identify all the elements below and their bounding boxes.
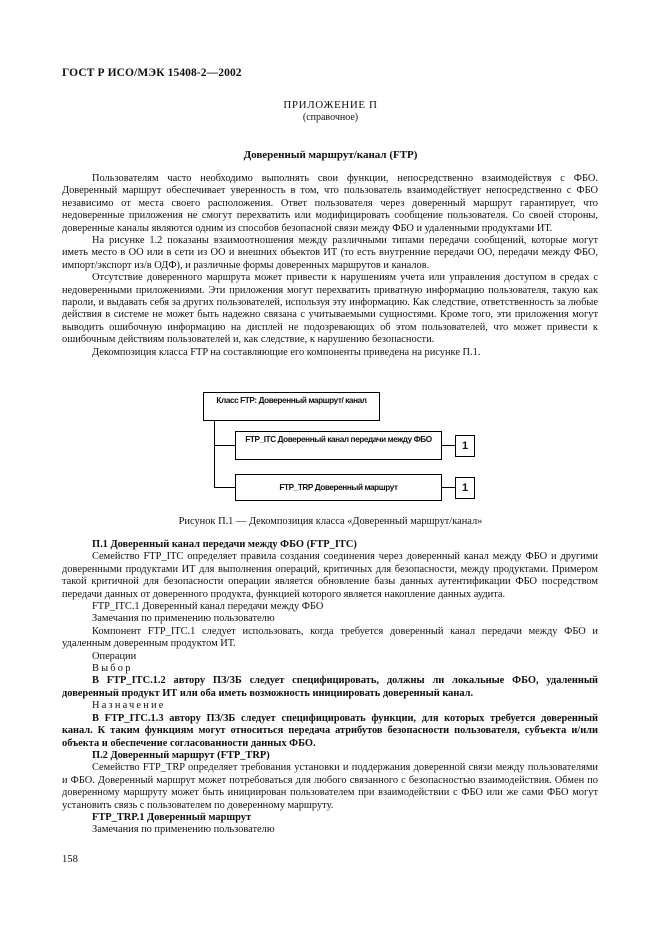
intro-text xyxy=(62,173,598,359)
ftp-itc-1-component: FTP_ITC.1 Доверенный канал передачи между ФБО xyxy=(92,601,324,613)
family-box-ftp-trp: FTP_TRP Доверенный маршрут xyxy=(235,474,442,501)
appendix-title: ПРИЛОЖЕНИЕ П xyxy=(283,99,378,111)
branch-line-1 xyxy=(214,445,236,446)
intro-paragraph-4: Декомпозиция класса FTP на составляющие его компоненты приведена на рисунке П.1. xyxy=(92,346,481,358)
ftp-itc-heading: П.1 Доверенный канал передачи между ФБО (FTP_ITC) xyxy=(92,539,357,550)
connector-line-1 xyxy=(442,445,455,446)
ftp-itc-paragraph: Семейство FTP_ITC определяет правила создания соединения через доверенный канал между ФБО и другими доверенными продуктами ИТ для выполнения операций, критичных для безопасности, между продуктами. Примером такой критичной для безопасности операции является обновление базы данных аутентификации ФБО посредством передачи данных от доверенного продукта, функцией которого является накопление данных аудита. xyxy=(62,551,598,600)
choice-heading: Выбор xyxy=(92,663,133,675)
intro-paragraph-3: Отсутствие доверенного маршрута может привести к нарушениям учета или управления доступом в средах с недоверенными приложениями. Эти приложения могут перехватить приватную информацию пользователя, такую как пароли, и выдавать себя за других пользователей, используя эту информацию. Как следствие, ответственность за любые действия в системе не может быть надежно связана с учитываемыми сущностями. Кроме того, эти приложения могут выводить ошибочную информацию на дисплей не подозревающих об этом пользователей, что может привести к ошибочным действиям пользователей и, как следствие, к нарушению безопасности. xyxy=(62,272,598,346)
tree-trunk-line xyxy=(214,420,215,488)
component-count-ftp-itc: 1 xyxy=(455,435,475,457)
ftp-trp-heading: П.2 Доверенный маршрут (FTP_TRP) xyxy=(92,749,270,761)
ftp-trp-paragraph: Семейство FTP_TRP определяет требования установки и поддержания доверенной связи между пользователями и ФБО. Доверенный маршрут может потребоваться для любого связанного с безопасностью взаимодействия. Обмен по доверенному маршруту может быть инициирован пользователем при взаимодействии с ФБО или же сами ФБО могут установить связь с пользователем по доверенному маршруту. xyxy=(62,762,598,811)
intro-paragraph-2: На рисунке 1.2 показаны взаимоотношения между различными типами передачи сообщений, которые могут иметь место в ОО или в сети из ОО и внешних объектов ИТ (то есть внутренние передачи ОО, передачи между ФБО, импорт/экспорт из/в ОДФ), и различные формы доверенных маршрутов и каналов. xyxy=(62,235,598,271)
ftp-itc-1-3-text: В FTP_ITC.1.3 автору ПЗ/ЗБ следует специфицировать функции, для которых требуется доверенный канал. К таким функциям могут относиться передача атрибутов безопасности пользователя, субъекта и/или объекта и обеспечение согласованности данных ФБО. xyxy=(62,712,598,749)
assignment-heading: Назначение xyxy=(92,700,166,712)
ftp-itc-section xyxy=(62,539,598,837)
component-count-ftp-trp: 1 xyxy=(455,477,475,499)
page-number: 158 xyxy=(62,854,78,865)
operations-heading: Операции xyxy=(92,650,137,662)
standard-header: ГОСТ Р ИСО/МЭК 15408-2—2002 xyxy=(62,67,242,79)
ftp-trp-1-component: FTP_TRP.1 Доверенный маршрут xyxy=(92,811,252,823)
figure-caption: Рисунок П.1 — Декомпозиция класса «Доверенный маршрут/канал» xyxy=(178,516,483,527)
intro-paragraph-1: Пользователям часто необходимо выполнять свои функции, непосредственно взаимодействуя с ФБО. Доверенный маршрут обеспечивает уверенность в том, что пользователь взаимодействует непосредственно с ФБО независимо от места своего расположения. Ответ пользователя через доверенный маршрут гарантирует, что недоверенные приложения не смогут перехватить или модифицировать сообщение пользователя. Со своей стороны, доверенные каналы являются одним из способов безопасной связи между ФБО и удаленными продуктами ИТ. xyxy=(62,173,598,234)
ftp-itc-1-2-text: В FTP_ITC.1.2 автору ПЗ/ЗБ следует специфицировать, должны ли локальные ФБО, удаленный доверенный продукт ИТ или оба иметь возможность инициировать доверенный канал. xyxy=(62,675,598,699)
connector-line-2 xyxy=(442,487,455,488)
ftp-itc-notes-paragraph: Компонент FTP_ITC.1 следует использовать, когда требуется доверенный канал передачи между ФБО и удаленным доверенным продуктом ИТ. xyxy=(62,625,598,650)
family-box-ftp-itc: FTP_ITC Доверенный канал передачи между ФБО xyxy=(235,431,442,460)
section-title: Доверенный маршрут/канал (FTP) xyxy=(243,149,418,161)
appendix-subtitle: (справочное) xyxy=(302,112,359,123)
branch-line-2 xyxy=(214,487,236,488)
ftp-itc-notes-heading: Замечания по применению пользователю xyxy=(92,613,275,625)
class-box: Класс FTP: Доверенный маршрут/ канал xyxy=(203,392,380,421)
ftp-trp-notes-heading: Замечания по применению пользователю xyxy=(92,824,275,836)
